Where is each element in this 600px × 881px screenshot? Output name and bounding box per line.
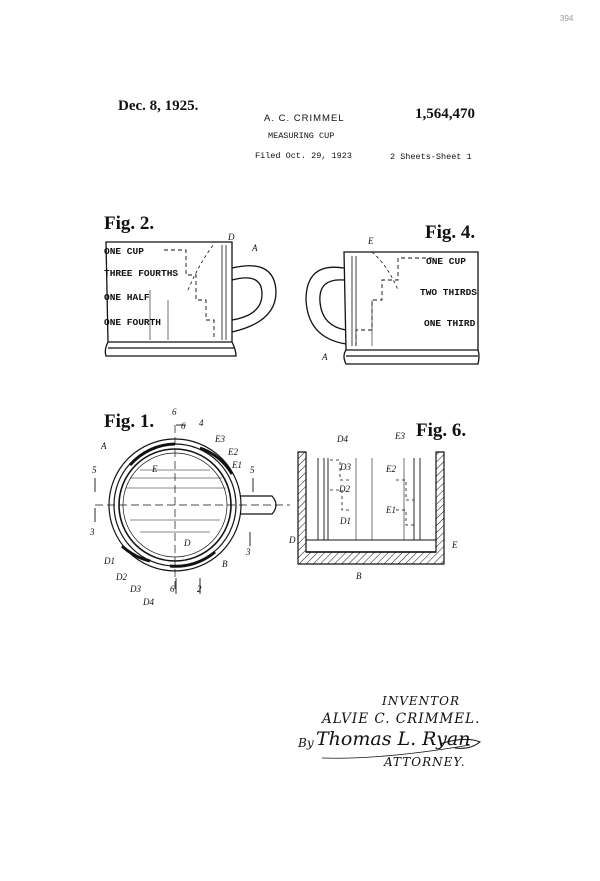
fig1-label: A <box>101 441 107 451</box>
fig1-label: 6 <box>170 584 175 594</box>
fig4-graduation: TWO THIRDS <box>420 287 478 298</box>
fig1-label: E1 <box>232 460 242 470</box>
fig1-label: 5 <box>92 465 97 475</box>
patent-date: Dec. 8, 1925. <box>118 98 199 114</box>
fig1-label: E <box>152 464 158 474</box>
fig4-label-e: E <box>368 236 374 246</box>
fig1-label: 6 <box>172 407 177 417</box>
fig6-label: D4 <box>337 434 348 444</box>
fig2-title: Fig. 2. <box>104 213 155 234</box>
attorney-label: ATTORNEY. <box>384 755 466 769</box>
fig1-label: D1 <box>104 556 115 566</box>
fig1-label: B <box>222 559 228 569</box>
attorney-signature: Thomas L. Ryan <box>316 728 471 750</box>
fig6-label: D3 <box>340 462 351 472</box>
fig1-label: D2 <box>116 572 127 582</box>
inventor-header: A. C. CRIMMEL <box>264 113 345 124</box>
fig2-graduation: THREE FOURTHS <box>104 268 179 279</box>
by-label: By <box>298 736 314 750</box>
fig4-cup <box>306 252 479 364</box>
fig1-title: Fig. 1. <box>104 411 155 432</box>
fig6-label: D <box>289 535 296 545</box>
fig1-label: 5 <box>250 465 255 475</box>
fig6-label: E1 <box>386 505 396 515</box>
fig1-plan-view <box>95 425 290 594</box>
fig6-label: D1 <box>340 516 351 526</box>
fig1-label: D4 <box>143 597 154 607</box>
fig6-title: Fig. 6. <box>416 420 467 441</box>
fig1-label: 6 <box>181 421 186 431</box>
inventor-signature-name: ALVIE C. CRIMMEL. <box>322 711 481 727</box>
fig4-title: Fig. 4. <box>425 222 476 243</box>
fig1-label: 4 <box>199 418 204 428</box>
fig2-graduation: ONE HALF <box>104 292 150 303</box>
fig1-label: 3 <box>90 527 95 537</box>
fig1-label: 2 <box>197 584 202 594</box>
fig2-label-d: D <box>228 232 235 242</box>
patent-subject: MEASURING CUP <box>268 131 335 141</box>
fig6-label: E3 <box>395 431 405 441</box>
fig6-label: E2 <box>386 464 396 474</box>
filing-date: Filed Oct. 29, 1923 <box>255 151 352 161</box>
fig1-label: D <box>184 538 191 548</box>
fig2-label-a: A <box>252 243 258 253</box>
fig2-graduation: ONE FOURTH <box>104 317 162 328</box>
corner-mark: 394 <box>560 14 574 23</box>
fig1-label: E3 <box>215 434 225 444</box>
fig1-label: D3 <box>130 584 141 594</box>
fig4-graduation: ONE THIRD <box>424 318 476 329</box>
fig4-label-a: A <box>322 352 328 362</box>
patent-number: 1,564,470 <box>415 106 475 122</box>
fig6-section-view <box>298 452 444 564</box>
fig1-label: E2 <box>228 447 238 457</box>
fig6-label: B <box>356 571 362 581</box>
sheet-count: 2 Sheets-Sheet 1 <box>390 152 472 162</box>
fig4-graduation: ONE CUP <box>426 256 466 267</box>
fig6-label: D2 <box>339 484 350 494</box>
fig1-label: 3 <box>246 547 251 557</box>
fig2-graduation: ONE CUP <box>104 246 144 257</box>
inventor-label: INVENTOR <box>382 694 461 708</box>
fig6-label: E <box>452 540 458 550</box>
